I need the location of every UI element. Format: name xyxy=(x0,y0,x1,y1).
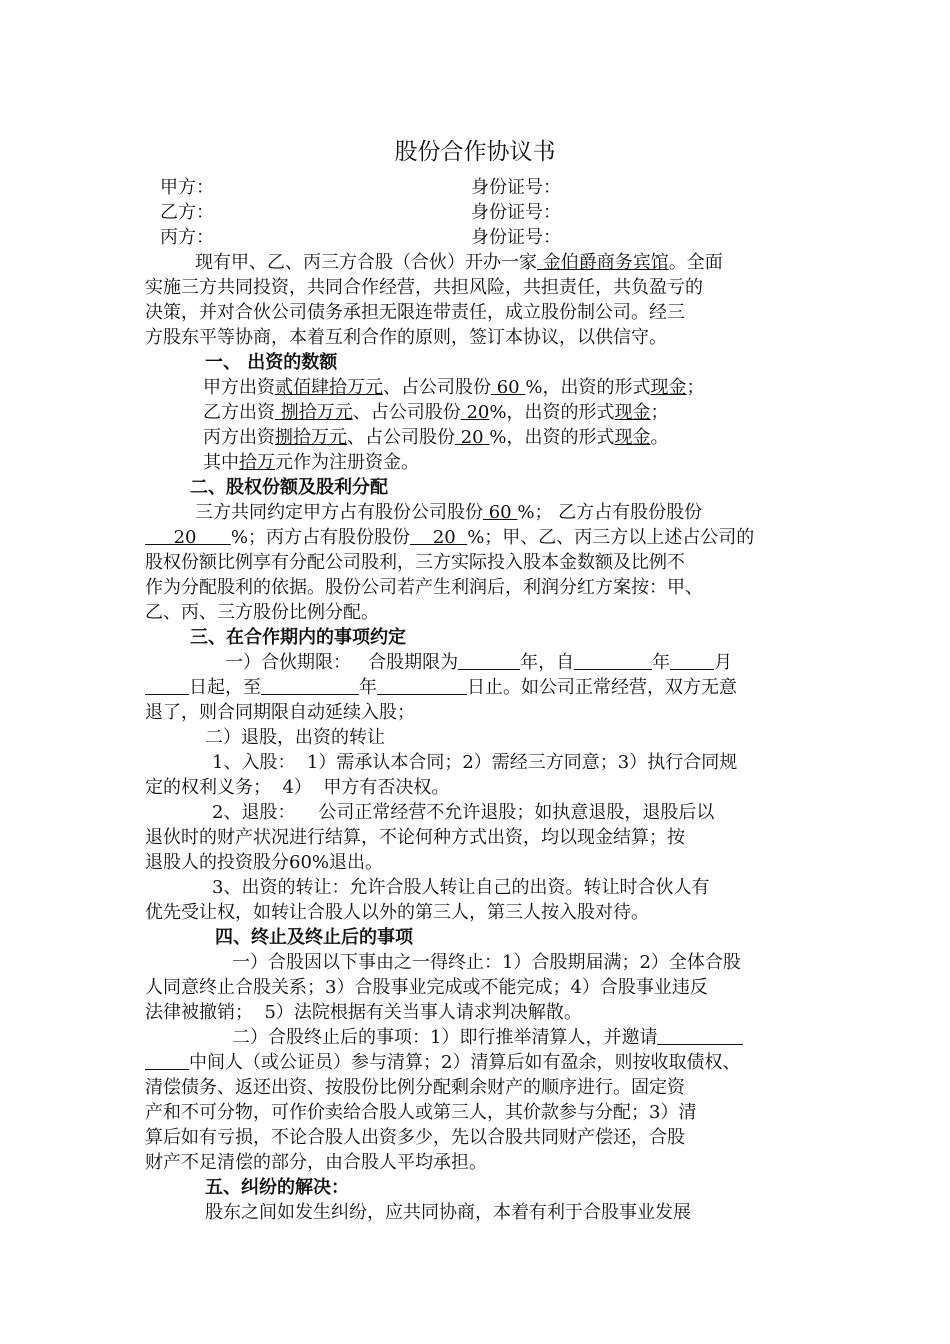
text-fragment: 20 xyxy=(145,527,231,548)
text-fragment: 其中 xyxy=(203,452,239,473)
text-fragment: 60 xyxy=(483,502,518,523)
text-fragment: 年，自 xyxy=(520,652,575,673)
text-fragment: 年 xyxy=(359,677,377,698)
text-fragment: %；丙方占有股份股份 xyxy=(230,527,410,548)
fill-in-blank xyxy=(657,1026,743,1045)
party-c-id-label: 身份证号： xyxy=(471,227,561,248)
paragraph-line: 产和不可分物，可作价卖给合股人或第三人，其价款参与分配；3）清 xyxy=(145,1102,697,1123)
paragraph-line: 定的权利义务； 4） 甲方有否决权。 xyxy=(145,777,450,798)
text-fragment: 贰佰肆拾万元 xyxy=(275,377,383,398)
text-fragment: 、占公司股份 xyxy=(352,402,461,423)
text-fragment: 、占公司股份 xyxy=(383,377,491,398)
section-heading: 四、终止及终止后的事项 xyxy=(215,927,413,948)
paragraph-line: 作为分配股利的依据。股份公司若产生利润后，利润分红方案按：甲、 xyxy=(145,577,703,598)
intro-line: 决策，并对合伙公司债务承担无限连带责任，成立股份制公司。经三 xyxy=(145,302,685,323)
text-fragment: 丙方出资 xyxy=(203,427,275,448)
company-name: 金伯爵商务宾馆 xyxy=(537,252,669,273)
paragraph-line: 财产不足清偿的部分，由合股人平均承担。 xyxy=(145,1152,487,1173)
text-fragment: 20 xyxy=(455,427,490,448)
text-fragment: 元作为注册资金。 xyxy=(275,452,419,473)
fill-in-blank xyxy=(574,651,652,670)
fill-in-blank xyxy=(261,676,359,695)
paragraph-line: 乙、丙、三方股份比例分配。 xyxy=(145,602,379,623)
text-fragment: %； 乙方占有股份股份 xyxy=(517,502,703,523)
paragraph-line: 人同意终止合股关系；3）合股事业完成或不能完成；4）合股事业违反 xyxy=(145,977,708,998)
paragraph-line: 股东之间如发生纠纷，应共同协商，本着有利于合股事业发展 xyxy=(205,1202,691,1223)
text-fragment: 日止。如公司正常经营，双方无意 xyxy=(467,677,737,698)
paragraph-line: 算后如有亏损，不论合股人出资多少，先以合股共同财产偿还，合股 xyxy=(145,1127,685,1148)
paragraph-line: 法律被撤销； 5）法院根据有关当事人请求判决解散。 xyxy=(145,1002,582,1023)
fill-in-blank xyxy=(145,1051,189,1070)
subsection-heading: 二）退股，出资的转让 xyxy=(205,727,385,748)
text-fragment: 现金 xyxy=(650,377,687,398)
text-fragment: 日起，至 xyxy=(189,677,261,698)
text-fragment: ； xyxy=(650,402,669,423)
fill-in-blank xyxy=(670,651,714,670)
fill-in-blank xyxy=(458,651,520,670)
party-a-label: 甲方： xyxy=(160,177,214,198)
fill-in-blank xyxy=(145,676,189,695)
section-heading: 一、 出资的数额 xyxy=(205,352,338,373)
paragraph-line xyxy=(225,650,732,676)
text-fragment: %，出资的形式 xyxy=(489,402,615,423)
text-fragment: %，出资的形式 xyxy=(489,427,615,448)
text-fragment: 月 xyxy=(714,652,733,673)
section-heading: 二、股权份额及股利分配 xyxy=(190,477,388,498)
section-heading: 三、在合作期内的事项约定 xyxy=(190,627,406,648)
text-fragment: 现金 xyxy=(614,402,651,423)
paragraph-line xyxy=(145,675,737,701)
text-fragment: 中间人（或公证员）参与清算；2）清算后如有盈余，则按收取债权、 xyxy=(189,1052,741,1073)
paragraph-line: 一）合股因以下事由之一得终止：1）合股期届满；2）全体合股 xyxy=(232,952,741,973)
party-b-label: 乙方： xyxy=(160,202,214,223)
text-fragment: 。 xyxy=(650,427,669,448)
party-a-id-label: 身份证号： xyxy=(471,177,561,198)
contribution-line-a xyxy=(203,375,704,401)
text-fragment: 二）合股终止后的事项：1）即行推举清算人，并邀请 xyxy=(232,1027,658,1048)
text-fragment: 拾万 xyxy=(239,452,275,473)
text-fragment: 20 xyxy=(460,402,490,423)
text-fragment: 三方共同约定甲方占有股份公司股份 xyxy=(195,502,483,523)
section-heading: 五、纠纷的解决： xyxy=(205,1177,349,1198)
paragraph-line: 退伙时的财产状况进行结算，不论何种方式出资，均以现金结算；按 xyxy=(145,827,685,848)
contribution-line-c xyxy=(203,425,668,451)
text-fragment: %；甲、乙、丙三方以上述占公司的 xyxy=(467,527,755,548)
intro-line xyxy=(195,250,723,276)
text-fragment: 一）合伙期限： 合股期限为 xyxy=(225,652,459,673)
paragraph-line: 退了，则合同期限自动延续入股； xyxy=(145,702,415,723)
party-c-label: 丙方： xyxy=(160,227,214,248)
fill-in-blank xyxy=(377,676,467,695)
intro-line: 方股东平等协商，本着互利合作的原则，签订本协议，以供信守。 xyxy=(145,327,667,348)
text-fragment: 、占公司股份 xyxy=(347,427,455,448)
paragraph-line: 清偿债务、返还出资、按股份比例分配剩余财产的顺序进行。固定资 xyxy=(145,1077,685,1098)
paragraph-line: 2、退股： 公司正常经营不允许退股；如执意退股，退股后以 xyxy=(212,802,715,823)
intro-line: 实施三方共同投资，共同合作经营，共担风险，共担责任，共负盈亏的 xyxy=(145,277,703,298)
text-fragment: 年 xyxy=(652,652,671,673)
party-b-id-label: 身份证号： xyxy=(471,202,561,223)
text-fragment: 甲方出资 xyxy=(203,377,275,398)
text-fragment: 捌拾万元 xyxy=(275,427,347,448)
paragraph-line xyxy=(195,500,702,526)
text-fragment: 乙方出资 xyxy=(203,402,275,423)
contribution-line-b xyxy=(203,400,668,426)
text-fragment: 60 xyxy=(491,377,526,398)
paragraph-line: 1、入股： 1）需承认本合同；2）需经三方同意；3）执行合同规 xyxy=(212,752,738,773)
intro-text: 现有甲、乙、丙三方合股（合伙）开办一家 xyxy=(195,252,537,273)
paragraph-line: 退股人的投资股分60%退出。 xyxy=(145,852,384,873)
registered-capital-line xyxy=(203,450,419,476)
text-fragment: 20 xyxy=(409,527,468,548)
document-title: 股份合作协议书 xyxy=(394,139,556,165)
paragraph-line xyxy=(145,525,754,551)
text-fragment: 现金 xyxy=(614,427,651,448)
text-fragment: 捌拾万元 xyxy=(275,402,353,423)
paragraph-line xyxy=(145,1050,740,1076)
intro-text: 。全面 xyxy=(668,252,723,273)
text-fragment: %，出资的形式 xyxy=(525,377,651,398)
text-fragment: ； xyxy=(686,377,705,398)
paragraph-line: 优先受让权，如转让合股人以外的第三人，第三人按入股对待。 xyxy=(145,902,649,923)
paragraph-line xyxy=(232,1025,743,1051)
paragraph-line: 3、出资的转让：允许合股人转让自己的出资。转让时合伙人有 xyxy=(212,877,710,898)
paragraph-line: 股权份额比例享有分配公司股利，三方实际投入股本金数额及比例不 xyxy=(145,552,685,573)
